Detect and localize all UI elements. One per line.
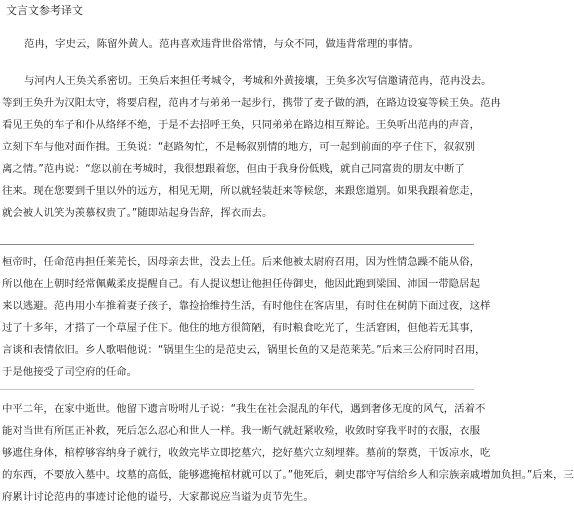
text-line: 过了十多年，才搭了一个草屋子住下。他住的地方很简陋，有时粮食吃光了，生活窘困，但他若无其事， [2,322,480,334]
text-line: 于是他接受了司空府的任命。 [2,366,138,378]
divider [0,389,474,390]
text-line: 言谈和表情依旧。乡人歌唱他说：“锅里生尘的是范史云，锅里长鱼的又是范莱芜。”后来三公府同时召用， [2,344,486,356]
text-line: 就会被人讥笑为羡慕权贵了。”随即站起身告辞，挥衣而去。 [2,207,273,219]
text-line: 所以他在上朝时经常佩戴柔皮提醒自己。有人提议想让他担任侍御史，他因此跑到梁国、沛国一带隐居起 [2,278,480,290]
paragraph-group-1 [0,33,474,55]
text-line: 往来。现在您要到千里以外的远方，相见无期，所以就轻装赶来等候您，来跟您道别。如果我跟着您走， [2,185,480,197]
paragraph-group-2 [0,70,501,224]
text-line: 看见王奂的车子和仆从络绎不绝，于是不去招呼王奂，只同弟弟在路边相互辩论。王奂听出范冉的声音， [2,119,480,131]
paragraph-group-4 [0,398,574,508]
text-line: 离之情。”范冉说：“您以前在考城时，我很想跟着您，但由于我身份低贱，就自己同富贵的朋友中断了 [2,163,465,175]
document-title: 文言文参考译文 [6,4,83,17]
text-line: 立刻下车与他对面作揖。王奂说：“赵路匆忙，不是畅叙别情的地方，可一起到前面的亭子住下，叙叙别 [2,141,475,153]
text-line: 够遮住身体，棺椁够容纳身子就行，收敛完毕立即挖墓穴，挖好墓穴立刻埋葬。墓前的祭奠，干饭凉水，吃 [2,447,491,459]
text-line: 的东西，不要放入墓中。坟墓的高低，能够遮掩棺材就可以了。”他死后，刺史郡守写信给乡人和宗族亲戚增加负担。”后来，三 [2,469,574,481]
text-line: 与河内人王奂关系密切。王奂后来担任考城令，考城和外黄接壤，王奂多次写信邀请范冉，范冉没去。 [24,75,492,87]
text-line: 等到王奂升为汉阳太守，将要启程，范冉才与弟弟一起步行，携带了麦子做的酒，在路边设宴等候王奂。范冉 [2,97,501,109]
text-line: 范冉，字史云，陈留外黄人。范冉喜欢违背世俗常情，与众不同，做违背常理的事情。 [24,38,419,50]
text-line: 能对当世有所匡正补救，死后怎么忍心和世人一样。我一断气就赶紧收殓，收敛时穿我平时的衣服，衣服 [2,425,480,437]
text-line: 中平二年，在家中逝世。他留下遗言吩咐儿子说：“我生在社会混乱的年代，遇到奢侈无度的风气，活着不 [2,403,486,415]
text-line: 来以逃避。范冉用小车推着妻子孩子，靠捡拾维持生活，有时他住在客店里，有时住在树荫下面过夜，这样 [2,300,491,312]
paragraph-group-3 [0,251,491,383]
text-line: 桓帝时，任命范冉担任莱芜长，因母亲去世，没去上任。后来他被太尉府召用，因为性情急躁不能从俗， [2,256,480,268]
divider [0,244,474,245]
text-line: 府累计讨论范冉的事迹讨论他的谥号，大家都说应当谥为贞节先生。 [2,491,314,503]
